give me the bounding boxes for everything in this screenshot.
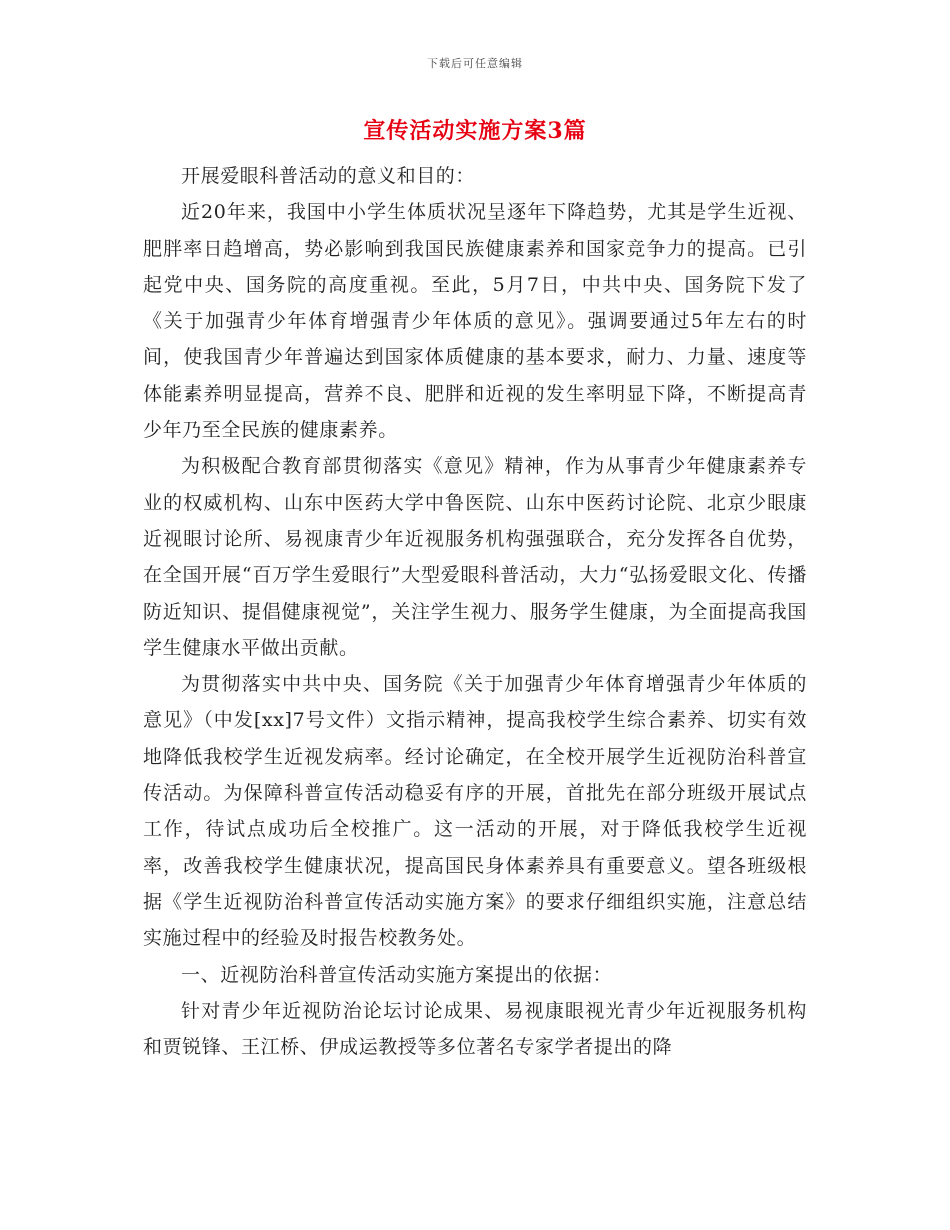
paragraph-implementation: 为贯彻落实中共中央、国务院《关于加强青少年体育增强青少年体质的意见》（中发[xx]7号文件）文指示精神，提高我校学生综合素养、切实有效地降低我校学生近视发病率。经讨论确定，在全校开展学生近视防治科普宣传活动。为保障科普宣传活动稳妥有序的开展，首批先在部分班级开展试点工作，待试点成功后全校推广。这一活动的开展，对于降低我校学生近视率，改善我校学生健康状况，提高国民身体素养具有重要意义。望各班级根据《学生近视防治科普宣传活动实施方案》的要求仔细组织实施，注意总结实施过程中的经验及时报告校教务处。 (143, 673, 807, 950)
paragraph-basis: 针对青少年近视防治论坛讨论成果、易视康眼视光青少年近视服务机构和贾锐锋、王江桥、伊成运教授等多位著名专家学者提出的降 (143, 999, 807, 1059)
paragraph-intro-heading: 开展爱眼科普活动的意义和目的： (181, 165, 476, 187)
section-heading-basis: 一、近视防治科普宣传活动实施方案提出的依据： (181, 963, 613, 986)
document-title: 宣传活动实施方案3篇 (363, 118, 587, 144)
paragraph-cooperation: 为积极配合教育部贯彻落实《意见》精神，作为从事青少年健康素养专业的权威机构、山东中医药大学中鲁医院、山东中医药讨论院、北京少眼康近视眼讨论所、易视康青少年近视服务机构强强联合，充分发挥各自优势，在全国开展“百万学生爱眼行”大型爱眼科普活动，大力“弘扬爱眼文化、传播防近知识、提倡健康视觉”，关注学生视力、服务学生健康，为全面提高我国学生健康水平做出贡献。 (143, 455, 807, 659)
document-body (143, 158, 807, 1065)
paragraph-background: 近20年来，我国中小学生体质状况呈逐年下降趋势，尤其是学生近视、肥胖率日趋增高，势必影响到我国民族健康素养和国家竞争力的提高。已引起党中央、国务院的高度重视。至此，5月7日，中共中央、国务院下发了《关于加强青少年体育增强青少年体质的意见》。强调要通过5年左右的时间，使我国青少年普遍达到国家体质健康的基本要求，耐力、力量、速度等体能素养明显提高，营养不良、肥胖和近视的发生率明显下降，不断提高青少年乃至全民族的健康素养。 (143, 201, 807, 442)
header-note: 下载后可任意编辑 (427, 57, 523, 70)
